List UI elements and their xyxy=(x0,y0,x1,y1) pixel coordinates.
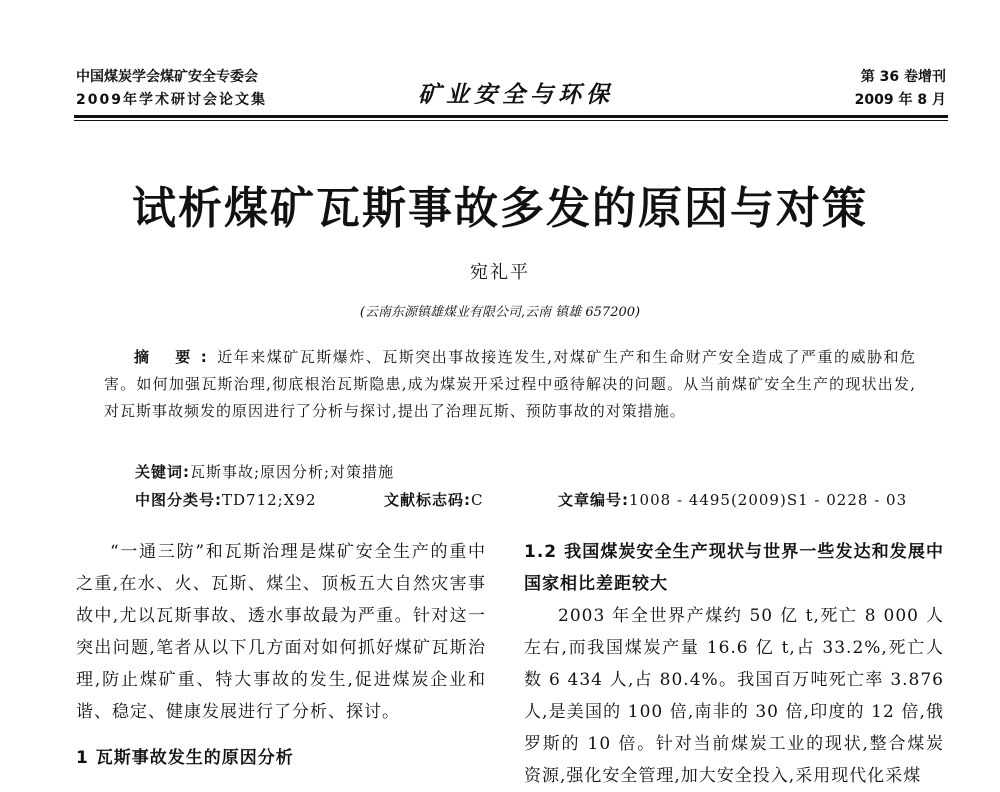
abstract xyxy=(104,344,916,425)
abstract-label: 摘 要: xyxy=(134,348,217,366)
article-number-line xyxy=(558,489,907,510)
header-rule-thin xyxy=(74,120,948,121)
header-volume: 第 36 卷增刊 xyxy=(860,69,946,85)
clc-label: 中图分类号: xyxy=(135,491,222,509)
keywords-text: 瓦斯事故;原因分析;对策措施 xyxy=(190,463,395,481)
keywords-label: 关键词: xyxy=(135,463,190,481)
right-column xyxy=(524,536,944,792)
header-proceedings: 2009年学术研讨会论文集 xyxy=(76,92,267,108)
left-column xyxy=(76,536,486,774)
header-organization: 中国煤炭学会煤矿安全专委会 xyxy=(76,69,258,85)
doc-code-line xyxy=(384,489,483,510)
article-author: 宛礼平 xyxy=(470,262,530,283)
classification-line xyxy=(135,489,316,510)
keywords-line xyxy=(135,461,394,482)
article-number-value: 1008 - 4495(2009)S1 - 0228 - 03 xyxy=(629,491,908,509)
clc-value: TD712;X92 xyxy=(222,491,317,509)
section-1-heading: 1 瓦斯事故发生的原因分析 xyxy=(76,748,294,768)
journal-name: 矿业安全与环保 xyxy=(418,81,614,108)
doc-code-label: 文献标志码: xyxy=(384,491,471,509)
author-affiliation: (云南东源镇雄煤业有限公司,云南 镇雄 657200) xyxy=(359,305,641,320)
header-date: 2009 年 8 月 xyxy=(854,92,946,108)
intro-paragraph: “一通三防”和瓦斯治理是煤矿安全生产的重中之重,在水、火、瓦斯、煤尘、顶板五大自然灾害事故中,尤以瓦斯事故、透水事故最为严重。针对这一突出问题,笔者从以下几方面对如何抓好煤矿瓦斯治理,防止煤矿重、特大事故的发生,促进煤炭企业和谐、稳定、健康发展进行了分析、探讨。 xyxy=(76,542,486,722)
article-number-label: 文章编号: xyxy=(558,491,629,509)
article-title: 试析煤矿瓦斯事故多发的原因与对策 xyxy=(132,183,868,234)
section-1-2-paragraph: 2003 年全世界产煤约 50 亿 t,死亡 8 000 人左右,而我国煤炭产量 16.6 亿 t,占 33.2%,死亡人数 6 434 人,占 80.4%。我国百万吨死亡率 3.876 人,是美国的 100 倍,南非的 30 倍,印度的 12 倍,俄罗斯的 10 倍。针对当前煤炭工业的现状,整合煤炭资源,强化安全管理,加大安全投入,采用现代化采煤 xyxy=(524,606,944,786)
section-1-2-heading: 1.2 我国煤炭安全生产现状与世界一些发达和发展中国家相比差距较大 xyxy=(524,542,944,594)
doc-code-value: C xyxy=(471,491,484,509)
abstract-text: 近年来煤矿瓦斯爆炸、瓦斯突出事故接连发生,对煤矿生产和生命财产安全造成了严重的威胁和危害。如何加强瓦斯治理,彻底根治瓦斯隐患,成为煤炭开采过程中亟待解决的问题。从当前煤矿安全生产的现状出发,对瓦斯事故频发的原因进行了分析与探讨,提出了治理瓦斯、预防事故的对策措施。 xyxy=(104,348,916,420)
header-rule-thick xyxy=(74,115,948,118)
